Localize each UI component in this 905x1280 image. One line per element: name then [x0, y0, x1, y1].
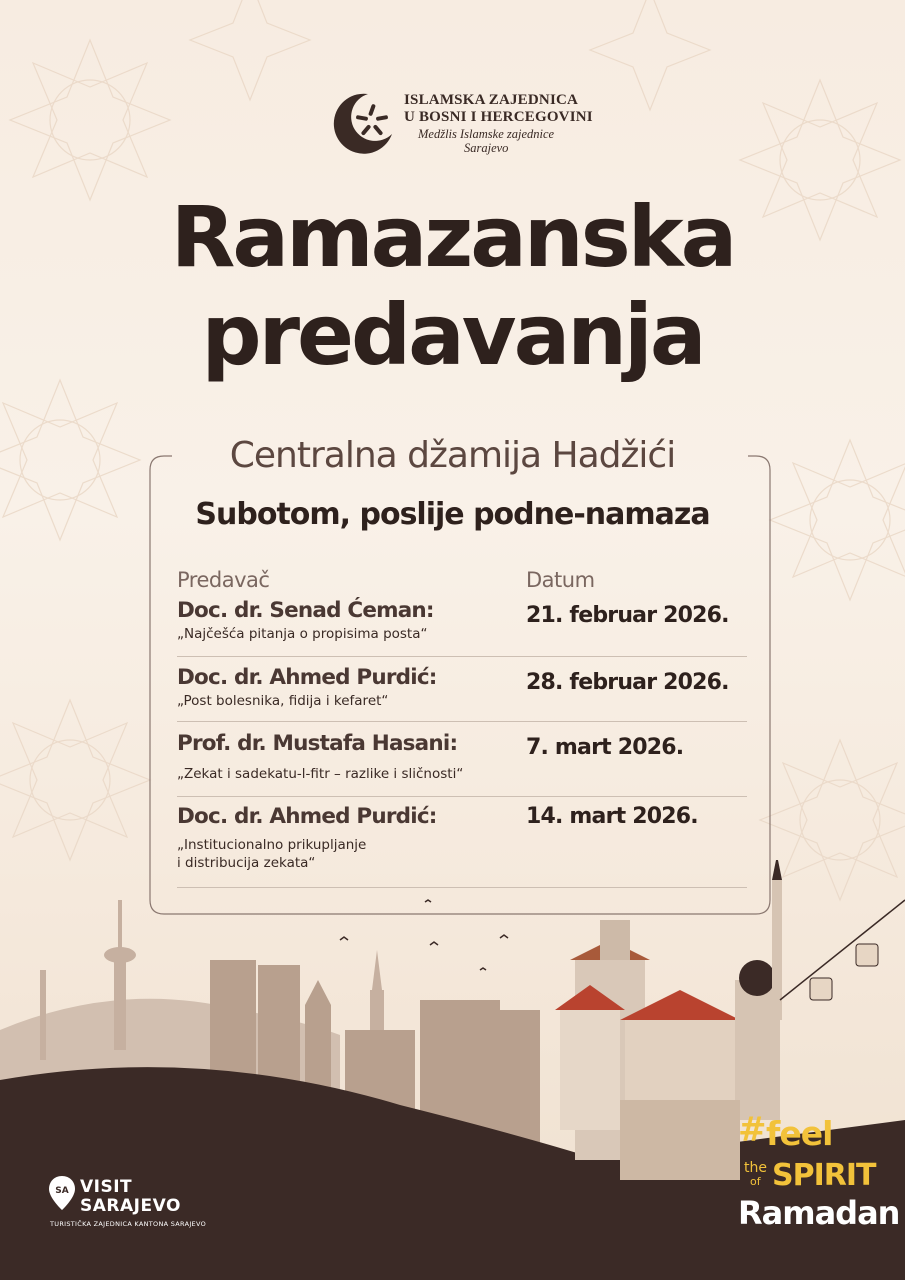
column-header-date: Datum [526, 568, 595, 592]
lecture-topic: „Najčešća pitanja o propisima posta“ [177, 626, 428, 642]
crescent-star-icon [330, 90, 394, 154]
pin-label: SA [55, 1186, 69, 1196]
campaign-feel: feel [766, 1114, 833, 1153]
visit-sarajevo-logo [48, 1175, 248, 1235]
speaker-name: Prof. dr. Mustafa Hasani: [177, 731, 458, 756]
lecture-topic: „Post bolesnika, fidija i kefaret“ [177, 693, 389, 709]
org-name-line2: U BOSNI I HERCEGOVINI [404, 109, 593, 125]
org-name-line1: ISLAMSKA ZAJEDNICA [404, 92, 579, 108]
schedule-note: Subotom, poslije podne-namaza [195, 497, 710, 532]
speaker-name: Doc. dr. Senad Ćeman: [177, 598, 434, 623]
row-divider [177, 796, 747, 797]
location-pin-icon [48, 1175, 76, 1211]
lecture-topic-line2: i distribucija zekata“ [177, 855, 316, 871]
lecture-topic: „Zekat i sadekatu-l-fitr – razlike i sličnosti“ [177, 766, 464, 782]
page-title-line1: Ramazanska [170, 188, 735, 286]
page-title-line2: predavanja [201, 286, 704, 384]
visit-line1: VISIT [80, 1177, 133, 1197]
org-subname-line2: Sarajevo [464, 141, 509, 155]
campaign-hash: # [738, 1110, 767, 1150]
lecture-date: 14. mart 2026. [526, 804, 698, 829]
campaign-the: the [744, 1160, 767, 1176]
speaker-name: Doc. dr. Ahmed Purdić: [177, 665, 437, 690]
lecture-date: 21. februar 2026. [526, 603, 729, 628]
visit-subtitle: TURISTIČKA ZAJEDNICA KANTONA SARAJEVO [50, 1220, 207, 1228]
campaign-of: of [750, 1175, 761, 1188]
visit-line2: SARAJEVO [80, 1196, 181, 1216]
lecture-topic: „Institucionalno prikupljanje [177, 837, 367, 853]
campaign-logo [738, 1110, 900, 1240]
org-subname-line1: Medžlis Islamske zajednice [418, 127, 555, 141]
venue-title: Centralna džamija Hadžići [229, 435, 676, 476]
row-divider [177, 656, 747, 657]
column-header-speaker: Predavač [177, 568, 270, 592]
lecture-date: 7. mart 2026. [526, 735, 684, 760]
speaker-name: Doc. dr. Ahmed Purdić: [177, 804, 437, 829]
campaign-ramadan: Ramadan [738, 1194, 900, 1232]
campaign-spirit: SPIRIT [772, 1158, 876, 1193]
lecture-date: 28. februar 2026. [526, 670, 729, 695]
row-divider [177, 721, 747, 722]
organization-logo [330, 86, 593, 158]
